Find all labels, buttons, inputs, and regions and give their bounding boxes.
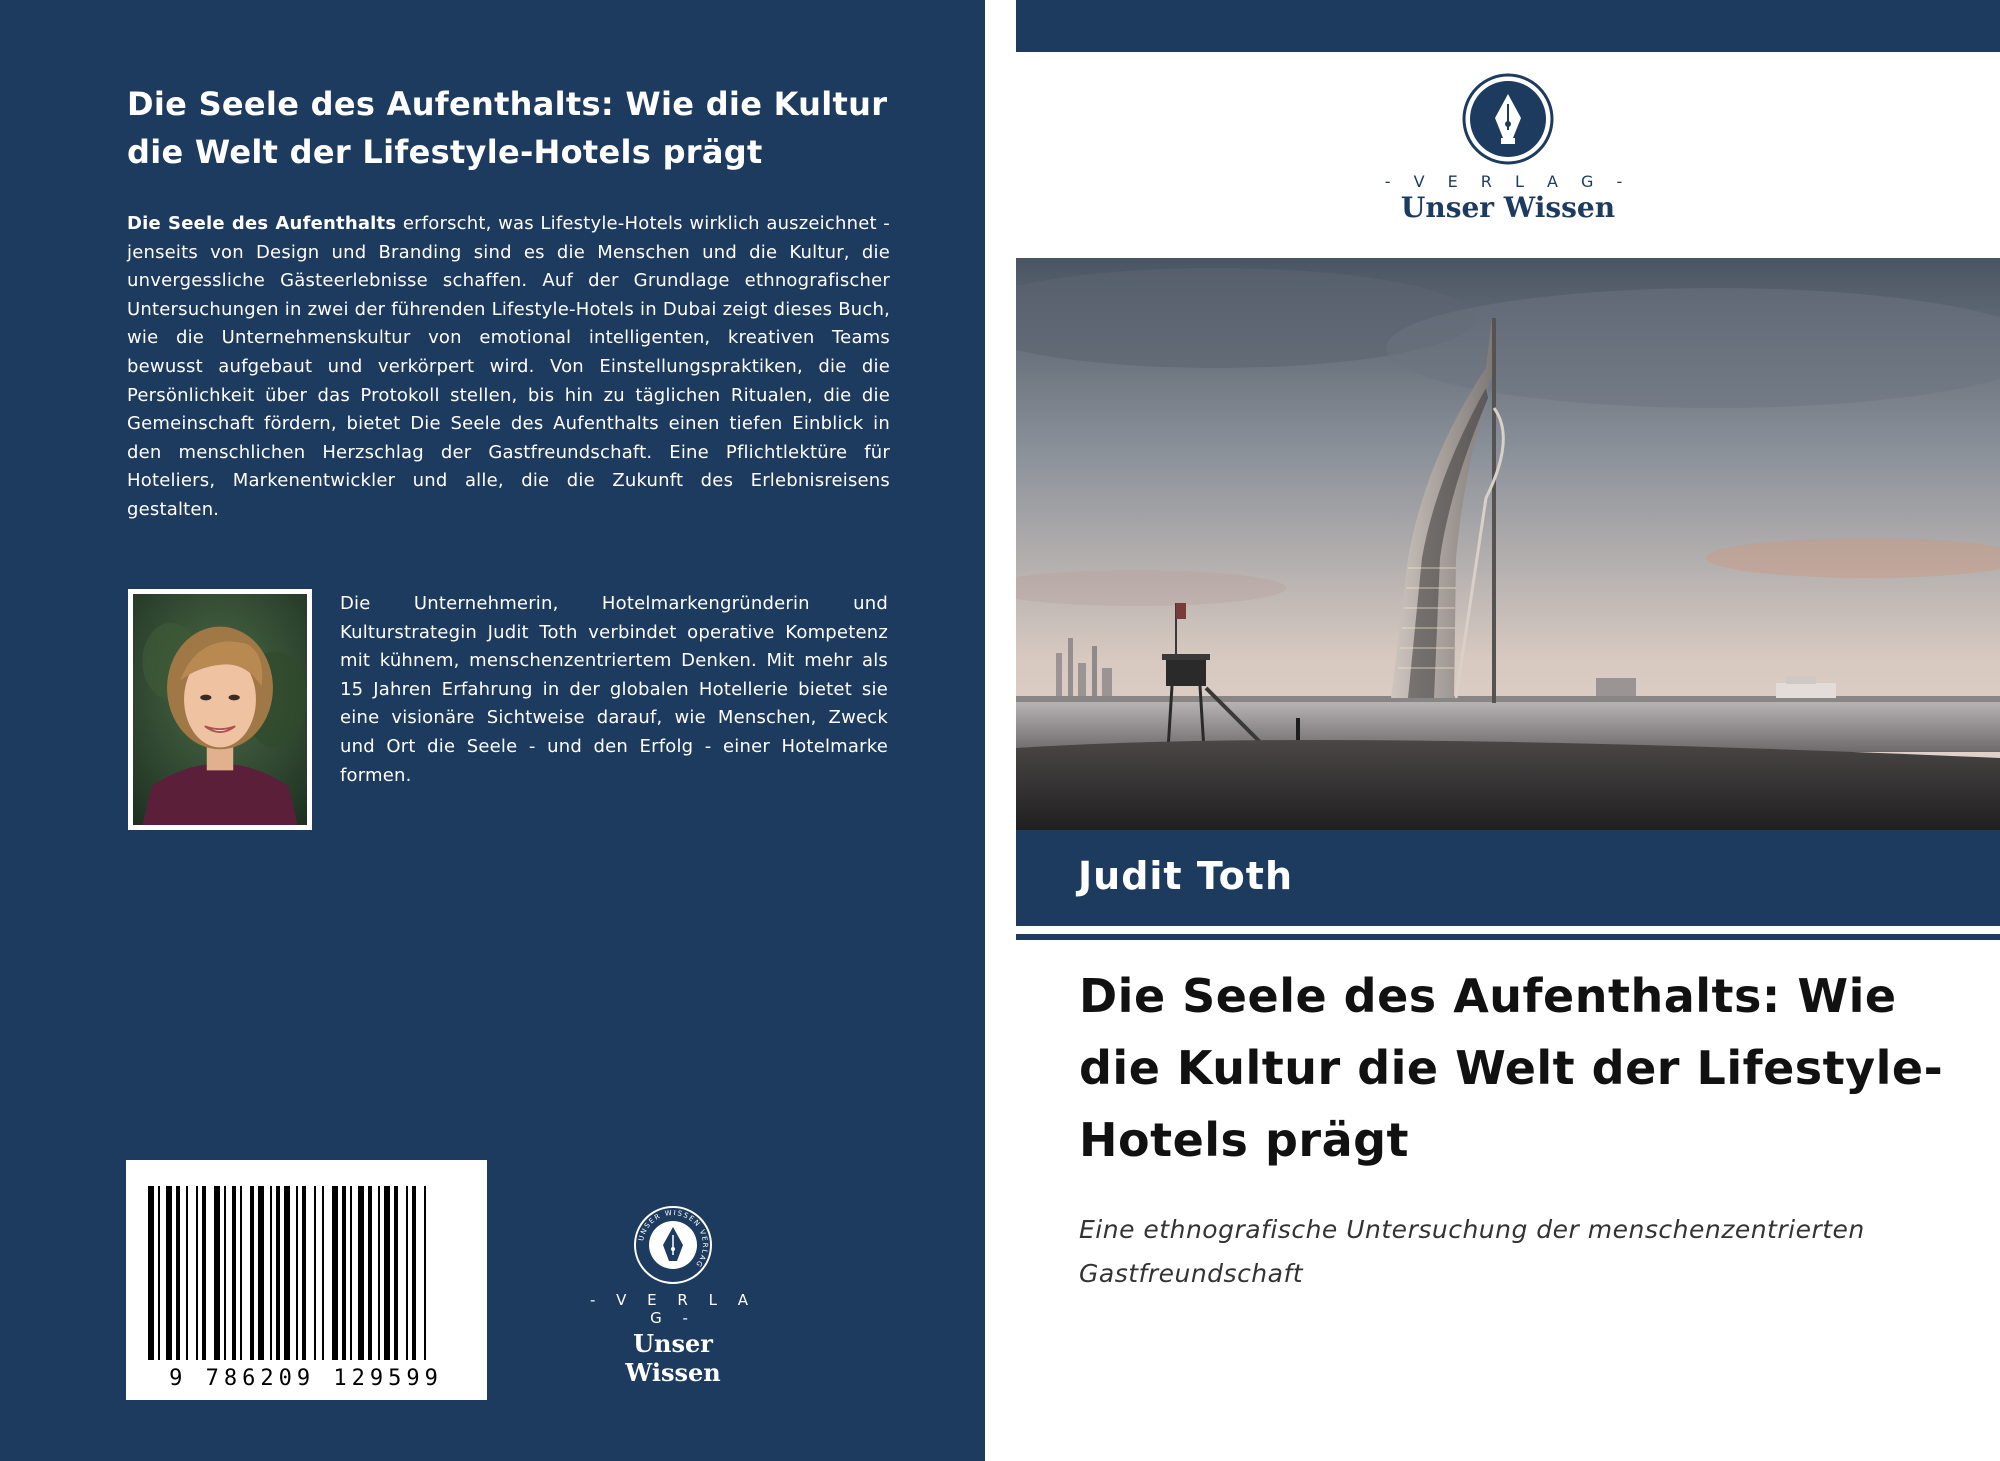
front-author-name: Judit Toth: [1078, 854, 1294, 898]
spine-gap: [985, 0, 1016, 1461]
barcode-bar: [302, 1186, 306, 1360]
front-cover-title: Die Seele des Aufenthalts: Wie die Kultur die Welt der Lifestyle-Hotels prägt: [1079, 969, 1944, 1167]
barcode-bar: [322, 1186, 324, 1360]
barcode-bar: [240, 1186, 242, 1360]
front-publisher-name: Unser Wissen: [1400, 191, 1616, 224]
barcode-bar: [250, 1186, 254, 1360]
barcode-bar: [332, 1186, 338, 1360]
barcode-bar: [270, 1186, 272, 1360]
barcode-bar: [350, 1186, 352, 1360]
barcode-bar: [258, 1186, 264, 1360]
front-cover-subtitle: Eine ethnografische Untersuchung der menschenzentrierten Gastfreundschaft: [1079, 1215, 1865, 1288]
barcode-bar: [196, 1186, 198, 1360]
barcode-bar: [412, 1186, 416, 1360]
barcode-bar: [406, 1186, 408, 1360]
barcode-bar: [358, 1186, 364, 1360]
barcode-bar: [284, 1186, 290, 1360]
barcode-bar: [186, 1186, 188, 1360]
front-top-band: [1016, 0, 2000, 52]
front-cover: [1016, 0, 2000, 1461]
blurb-lead: Die Seele des Aufenthalts: [127, 213, 397, 234]
barcode-bar: [394, 1186, 398, 1360]
barcode-bar: [232, 1186, 236, 1360]
back-publisher-verlag-label: - V E R L A G -: [589, 1291, 757, 1327]
blurb-text: erforscht, was Lifestyle-Hotels wirklich auszeichnet - jenseits von Design und Branding sind es die Menschen und die Kultur, die unvergessliche Gästeerlebnisse schaffen. Auf der Grundlage ethnografischer Untersuchungen in zwei der führenden Lifestyle-Hotels in Dubai zeigt dieses Buch, wie die Unternehmenskultur von emotional intelligenten, kreativen Teams bewusst aufgebaut und verkörpert wird. Von Einstellungspraktiken, die die Persönlichkeit über das Protokoll stellen, bis hin zu täglichen Ritualen, die die Gemeinschaft fördern, bietet Die Seele des Aufenthalts einen tiefen Einblick in den menschlichen Herzschlag der Gastfreundschaft. Eine Pflichtlektüre für Hoteliers, Markenentwickler und alle, die die Zukunft des Erlebnisreisens gestalten.: [127, 213, 890, 520]
isbn-digits: 9 786209 129599: [169, 1366, 443, 1391]
divider-rule: [1016, 934, 2000, 940]
fountain-pen-nib-icon: [1461, 72, 1555, 166]
barcode-bar: [424, 1186, 426, 1360]
author-bio: Die Unternehmerin, Hotelmarkengründerin und Kulturstrategin Judit Toth verbindet operative Kompetenz mit kühnem, menschenzentriertem Denken. Mit mehr als 15 Jahren Erfahrung in der globalen Hotellerie bietet sie eine visionäre Sichtweise darauf, wie Menschen, Zweck und Ort die Seele - und den Erfolg - einer Hotelmarke formen.: [340, 593, 888, 786]
logo-ring-text: UNSER WISSEN VERLAG: [637, 1208, 710, 1270]
barcode-bar: [296, 1186, 298, 1360]
cover-photo-burj-al-arab: [1016, 258, 2000, 830]
barcode-bar: [314, 1186, 316, 1360]
barcode-bar: [148, 1186, 154, 1360]
barcode-bar: [368, 1186, 372, 1360]
back-cover-blurb: [127, 210, 890, 525]
barcode-bar: [224, 1186, 226, 1360]
author-band: [1016, 830, 2000, 926]
barcode-bar: [378, 1186, 380, 1360]
fountain-pen-nib-icon: [633, 1205, 713, 1285]
barcode-bar: [158, 1186, 160, 1360]
barcode-icon: [126, 1160, 487, 1400]
barcode-bar: [202, 1186, 206, 1360]
back-cover: [0, 0, 985, 1461]
back-publisher-name: Unser Wissen: [625, 1329, 721, 1387]
author-portrait: [128, 589, 312, 830]
back-cover-title: Die Seele des Aufenthalts: Wie die Kultur die Welt der Lifestyle-Hotels prägt: [127, 85, 888, 171]
isbn-barcode: [126, 1160, 487, 1400]
barcode-bar: [176, 1186, 180, 1360]
back-publisher-logo: [583, 1205, 763, 1387]
front-publisher-logo: [1380, 72, 1636, 232]
barcode-bar: [342, 1186, 346, 1360]
barcode-bar: [214, 1186, 220, 1360]
front-publisher-verlag-label: - V E R L A G -: [1384, 172, 1632, 191]
barcode-bar: [384, 1186, 390, 1360]
barcode-bar: [276, 1186, 280, 1360]
barcode-bar: [166, 1186, 172, 1360]
